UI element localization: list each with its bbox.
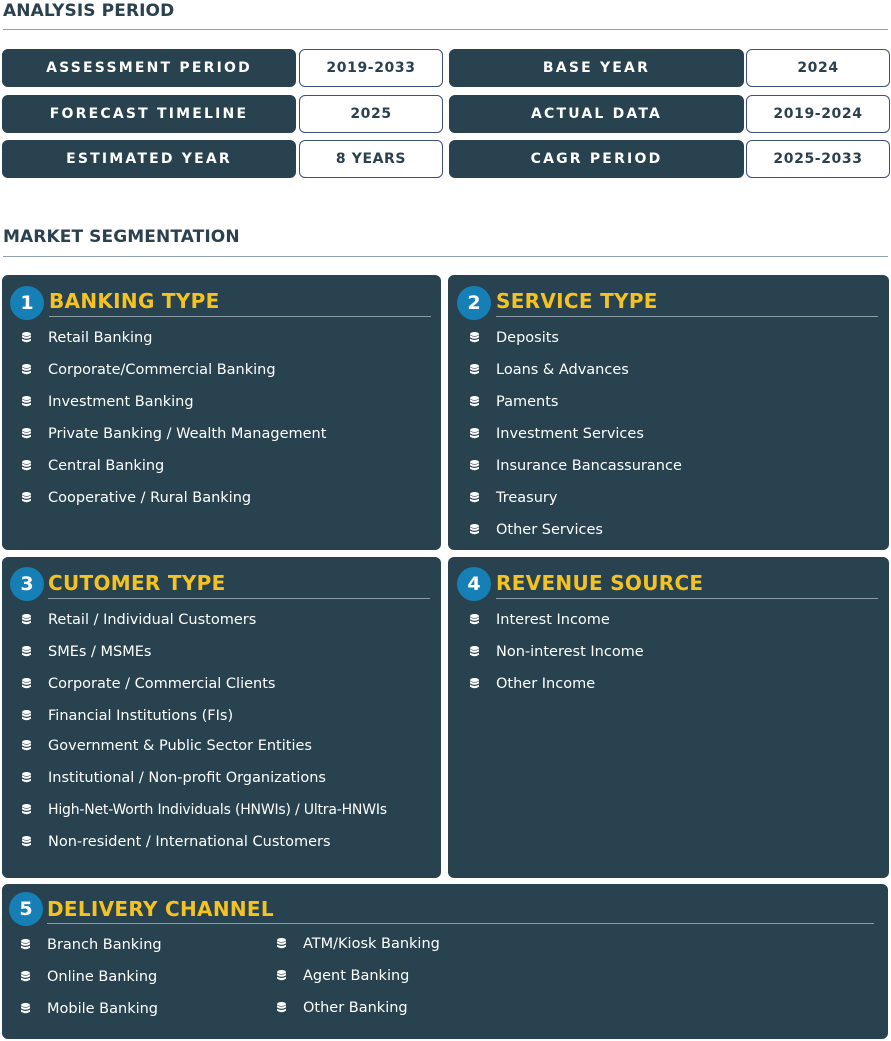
cagr-period-value: 2025-2033 [746, 140, 890, 178]
delivery-channel-heading: DELIVERY CHANNEL [47, 897, 274, 921]
list-item-label: Mobile Banking [47, 1001, 159, 1017]
database-icon [22, 492, 31, 504]
list-item-label: Treasury [496, 490, 558, 506]
list-item [277, 966, 409, 986]
assessment-period-label: ASSESSMENT PERIOD [2, 49, 296, 87]
list-item [22, 642, 151, 662]
database-icon [22, 364, 31, 376]
market-segmentation-title: MARKET SEGMENTATION [3, 227, 240, 247]
list-item [22, 456, 164, 476]
assessment-period-value: 2019-2033 [299, 49, 443, 87]
database-icon [22, 646, 31, 658]
list-item-label: Government & Public Sector Entities [48, 738, 312, 754]
database-icon [22, 428, 31, 440]
customer-type-heading: CUTOMER TYPE [48, 571, 226, 595]
list-item [470, 328, 559, 348]
list-item-label: Other Services [496, 522, 603, 538]
database-icon [470, 396, 479, 408]
list-item [277, 998, 408, 1018]
list-item-label: Online Banking [47, 969, 158, 985]
list-item [470, 360, 629, 380]
database-icon [21, 971, 30, 983]
database-icon [22, 836, 31, 848]
database-icon [277, 1002, 286, 1014]
base-year-value: 2024 [746, 49, 890, 87]
list-item-label: Retail Banking [48, 330, 153, 346]
list-item-label: Corporate/Commercial Banking [48, 362, 276, 378]
list-item-label: Other Banking [303, 1000, 408, 1016]
estimated-year-value: 8 YEARS [299, 140, 443, 178]
list-item [470, 488, 557, 508]
banking-type-number-badge: 1 [10, 286, 44, 320]
database-icon [22, 772, 31, 784]
list-item [470, 520, 603, 540]
service-type-number-badge: 2 [457, 286, 491, 320]
list-item-label: Non-interest Income [496, 644, 644, 660]
list-item-label: Non-resident / International Customers [48, 834, 331, 850]
list-item [470, 392, 558, 412]
delivery-channel-heading-rule [47, 923, 874, 924]
list-item-label: Private Banking / Wealth Management [48, 426, 327, 442]
analysis-period-title: ANALYSIS PERIOD [3, 1, 175, 21]
list-item [22, 488, 251, 508]
database-icon [277, 938, 286, 950]
database-icon [21, 1003, 30, 1015]
list-item-label: Agent Banking [303, 968, 410, 984]
list-item [21, 999, 158, 1019]
list-item [22, 832, 331, 852]
delivery-channel-number-badge: 5 [9, 892, 43, 926]
list-item [21, 967, 157, 987]
list-item [22, 328, 152, 348]
database-icon [470, 646, 479, 658]
database-icon [470, 428, 479, 440]
list-item [470, 642, 644, 662]
database-icon [22, 740, 31, 752]
database-icon [277, 970, 286, 982]
base-year-label: BASE YEAR [449, 49, 744, 87]
list-item [22, 706, 233, 726]
list-item-label: Institutional / Non-profit Organizations [48, 770, 326, 786]
list-item [22, 674, 275, 694]
list-item-label: Paments [496, 394, 559, 410]
service-type-heading: SERVICE TYPE [496, 289, 658, 313]
list-item-label: ATM/Kiosk Banking [303, 936, 440, 952]
list-item [470, 610, 610, 630]
list-item [470, 674, 595, 694]
database-icon [470, 678, 479, 690]
list-item [470, 456, 682, 476]
list-item-label: Other Income [496, 676, 596, 692]
revenue-source-heading-rule [496, 598, 878, 599]
list-item-label: Investment Banking [48, 394, 194, 410]
list-item-label: Branch Banking [47, 937, 162, 953]
analysis-period-divider [3, 29, 888, 30]
service-type-heading-rule [496, 316, 878, 317]
list-item [22, 736, 312, 756]
database-icon [470, 524, 479, 536]
actual-data-label: ACTUAL DATA [449, 95, 744, 133]
list-item [277, 934, 440, 954]
banking-type-heading: BANKING TYPE [49, 289, 220, 313]
estimated-year-label: ESTIMATED YEAR [2, 140, 296, 178]
database-icon [22, 678, 31, 690]
database-icon [22, 332, 31, 344]
list-item [22, 360, 276, 380]
list-item [22, 800, 387, 820]
market-segmentation-divider [3, 256, 888, 257]
list-item-label: SMEs / MSMEs [48, 644, 152, 660]
list-item-label: High-Net-Worth Individuals (HNWIs) / Ultra-HNWIs [48, 802, 387, 818]
revenue-source-number-badge: 4 [457, 567, 491, 601]
list-item-label: Retail / Individual Customers [48, 612, 257, 628]
list-item-label: Corporate / Commercial Clients [48, 676, 276, 692]
list-item [21, 935, 162, 955]
database-icon [21, 939, 30, 951]
actual-data-value: 2019-2024 [746, 95, 890, 133]
database-icon [470, 364, 479, 376]
cagr-period-label: CAGR PERIOD [449, 140, 744, 178]
list-item [22, 768, 326, 788]
list-item-label: Deposits [496, 330, 559, 346]
database-icon [22, 710, 31, 722]
database-icon [470, 492, 479, 504]
list-item [22, 392, 194, 412]
list-item-label: Interest Income [496, 612, 610, 628]
forecast-timeline-label: FORECAST TIMELINE [2, 95, 296, 133]
database-icon [470, 332, 479, 344]
forecast-timeline-value: 2025 [299, 95, 443, 133]
list-item [22, 424, 326, 444]
revenue-source-panel [448, 557, 889, 878]
list-item [470, 424, 644, 444]
database-icon [22, 614, 31, 626]
list-item-label: Central Banking [48, 458, 165, 474]
banking-type-heading-rule [49, 316, 431, 317]
list-item-label: Insurance Bancassurance [496, 458, 682, 474]
list-item-label: Cooperative / Rural Banking [48, 490, 252, 506]
database-icon [22, 804, 31, 816]
database-icon [22, 396, 31, 408]
list-item [22, 610, 256, 630]
customer-type-number-badge: 3 [10, 567, 44, 601]
revenue-source-heading: REVENUE SOURCE [496, 571, 704, 595]
database-icon [22, 460, 31, 472]
list-item-label: Loans & Advances [496, 362, 629, 378]
customer-type-heading-rule [48, 598, 430, 599]
database-icon [470, 614, 479, 626]
list-item-label: Investment Services [496, 426, 644, 442]
list-item-label: Financial Institutions (FIs) [48, 708, 234, 724]
database-icon [470, 460, 479, 472]
